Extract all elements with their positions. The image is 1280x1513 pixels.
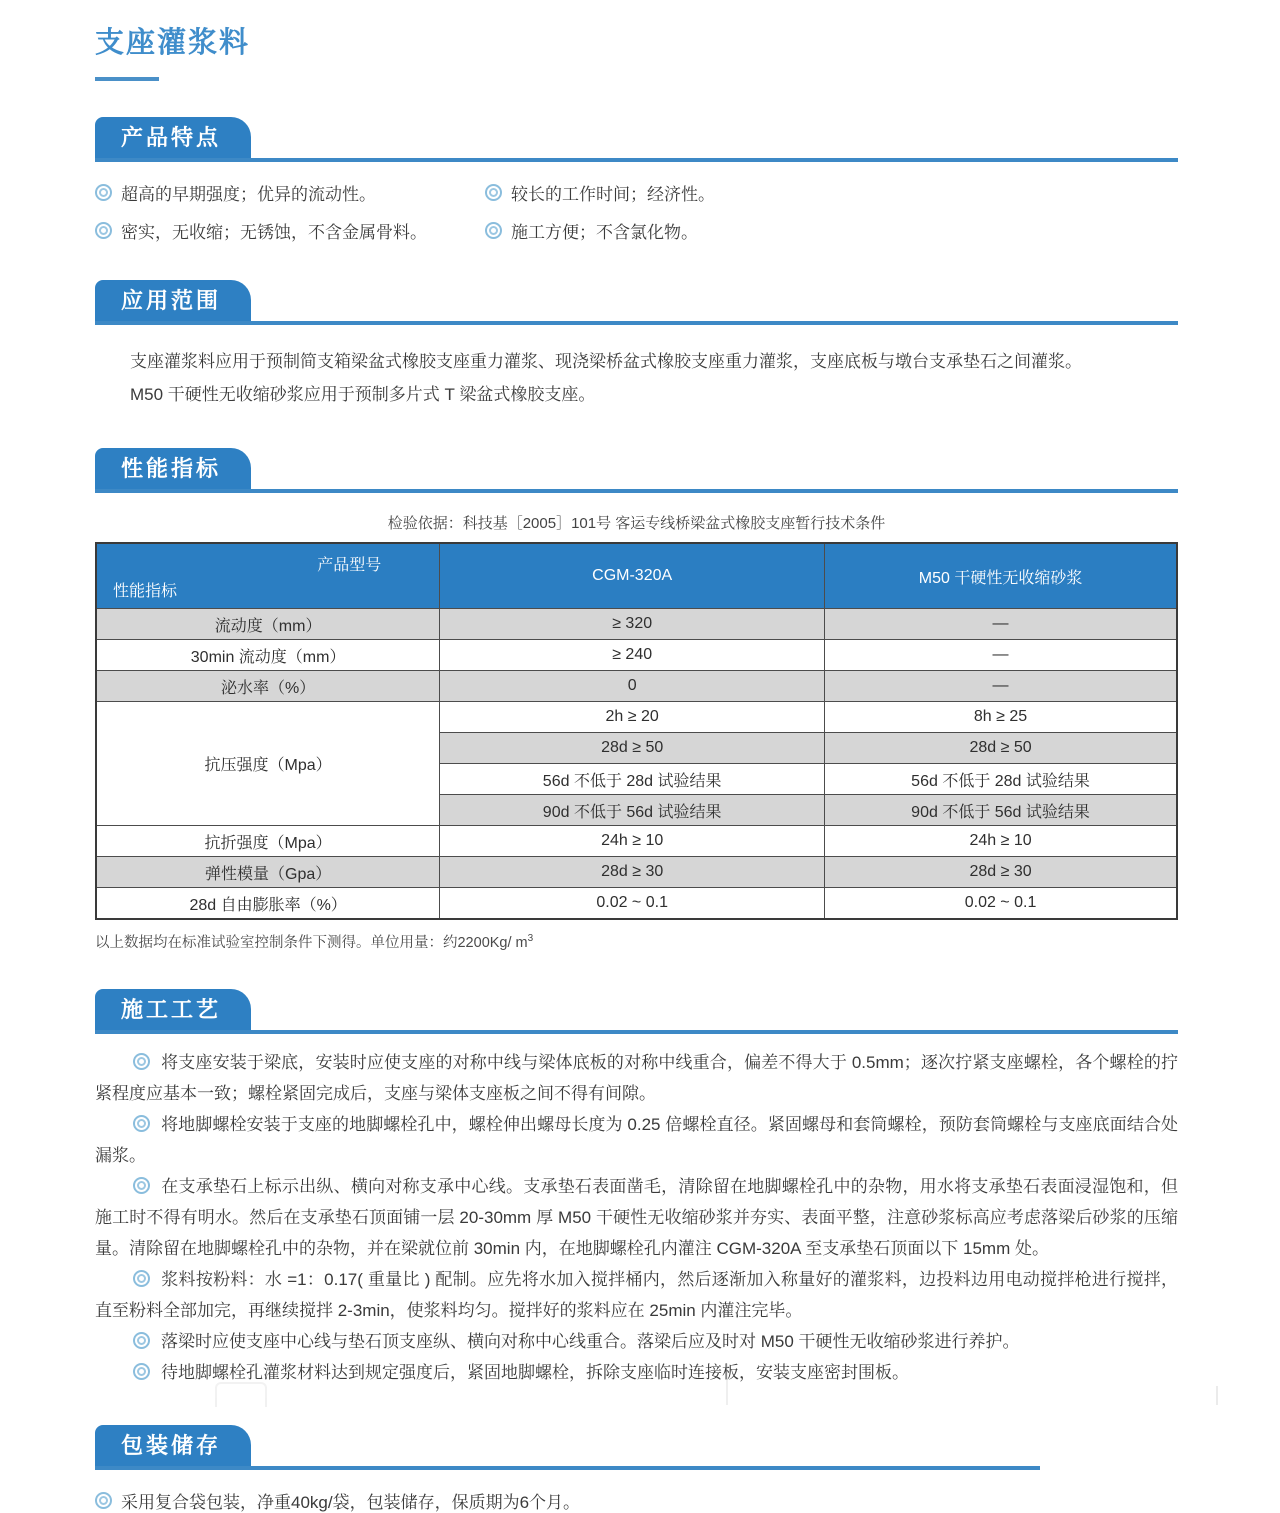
cell-m50: 28d ≥ 30	[825, 857, 1177, 888]
list-item	[485, 180, 715, 205]
feature-column-right	[485, 180, 715, 243]
cell-m50: —	[825, 609, 1177, 640]
cell-m50: 8h ≥ 25	[825, 702, 1177, 733]
list-item	[95, 180, 485, 205]
cell-m50: 24h ≥ 10	[825, 826, 1177, 857]
feature-column-left	[95, 180, 485, 243]
bullseye-icon	[133, 1332, 150, 1349]
table-row	[96, 888, 1177, 920]
watermark-bag-outline	[215, 1382, 267, 1407]
test-basis-note: 检验依据：科技基［2005］101号 客运专线桥梁盆式橡胶支座暂行技术条件	[387, 515, 886, 532]
table-row	[96, 857, 1177, 888]
table-row	[96, 826, 1177, 857]
table-row	[96, 671, 1177, 702]
bullseye-icon	[133, 1363, 150, 1380]
column-header-cgm: CGM-320A	[440, 543, 825, 609]
page-title: 支座灌浆料	[95, 27, 251, 59]
cell-cgm: 56d 不低于 28d 试验结果	[440, 764, 825, 795]
bullseye-icon	[95, 1492, 112, 1509]
bullseye-icon	[95, 222, 112, 239]
feature-list	[95, 180, 1178, 243]
section-header-rule	[95, 280, 1178, 325]
construction-step: 待地脚螺栓孔灌浆材料达到规定强度后，紧固地脚螺栓，拆除支座临时连接板，安装支座密封围板。	[95, 1357, 1178, 1388]
construction-step: 落梁时应使支座中心线与垫石顶支座纵、横向对称中心线重合。落梁后应及时对 M50 干硬性无收缩砂浆进行养护。	[95, 1326, 1178, 1357]
row-label: 流动度（mm）	[96, 609, 440, 640]
table-row	[96, 609, 1177, 640]
section-packaging-badge: 包装储存	[95, 1425, 251, 1466]
section-construction-badge: 施工工艺	[95, 989, 251, 1030]
table-row	[96, 640, 1177, 671]
section-performance	[95, 448, 1178, 952]
cell-cgm: ≥ 240	[440, 640, 825, 671]
table-row	[96, 702, 1177, 733]
section-application	[95, 280, 1178, 411]
cell-cgm: 24h ≥ 10	[440, 826, 825, 857]
construction-step: 在支承垫石上标示出纵、横向对称支承中心线。支承垫石表面凿毛，清除留在地脚螺栓孔中的杂物，用水将支承垫石表面浸湿饱和，但施工时不得有明水。然后在支承垫石顶面铺一层 20-30mm 厚 M50 干硬性无收缩砂浆并夯实、表面平整，注意砂浆标高应考虑落梁后砂浆的压缩量。清除留在地脚螺栓孔中的杂物，并在梁就位前 30min 内，在地脚螺栓孔内灌注 CGM-320A 至支承垫石顶面以下 15mm 处。	[95, 1177, 1178, 1258]
bullseye-icon	[133, 1115, 150, 1132]
application-text	[95, 345, 1178, 411]
diagonal-header-cell	[96, 543, 440, 609]
row-label-compressive: 抗压强度（Mpa）	[96, 702, 440, 826]
section-packaging	[95, 1425, 1178, 1513]
section-features	[95, 117, 1178, 243]
feature-text: 施工方便；不含氯化物。	[511, 223, 698, 242]
section-header-rule	[95, 989, 1178, 1034]
cell-m50: 90d 不低于 56d 试验结果	[825, 795, 1177, 826]
section-header-rule	[95, 448, 1178, 493]
packaging-text: 采用复合袋包装，净重40kg/袋，包装储存，保质期为6个月。	[121, 1493, 581, 1512]
superscript-3: 3	[527, 933, 534, 945]
feature-text: 密实，无收缩；无锈蚀，不含金属骨料。	[121, 223, 427, 242]
row-label: 30min 流动度（mm）	[96, 640, 440, 671]
bullseye-icon	[485, 222, 502, 239]
construction-step: 将地脚螺栓安装于支座的地脚螺栓孔中，螺栓伸出螺母长度为 0.25 倍螺栓直径。紧固螺母和套筒螺栓，预防套筒螺栓与支座底面结合处漏浆。	[95, 1115, 1178, 1165]
title-underline	[95, 77, 159, 81]
header-performance-index: 性能指标	[113, 583, 178, 600]
section-header-rule	[95, 117, 1178, 162]
bullseye-icon	[95, 184, 112, 201]
cell-m50: —	[825, 671, 1177, 702]
cell-cgm: 28d ≥ 30	[440, 857, 825, 888]
header-product-model: 产品型号	[317, 557, 382, 574]
cell-cgm: 28d ≥ 50	[440, 733, 825, 764]
construction-paragraphs	[95, 1047, 1178, 1388]
table-footnote: 以上数据均在标准试验室控制条件下测得。单位用量：约2200Kg/ $m^3$	[95, 933, 534, 951]
section-header-rule	[95, 1425, 1178, 1470]
construction-step: 将支座安装于梁底，安装时应使支座的对称中线与梁体底板的对称中线重合，偏差不得大于 0.5mm；逐次拧紧支座螺栓，各个螺栓的拧紧程度应基本一致；螺栓紧固完成后，支座与梁体支座板之间不得有间隙。	[95, 1053, 1178, 1103]
cell-cgm: 0.02 ~ 0.1	[440, 888, 825, 920]
bullseye-icon	[133, 1270, 150, 1287]
packaging-bullet	[95, 1488, 1178, 1513]
list-item	[95, 218, 485, 243]
table-header-row	[96, 543, 1177, 609]
section-features-badge: 产品特点	[95, 117, 251, 158]
cell-m50: 0.02 ~ 0.1	[825, 888, 1177, 920]
cell-cgm: 0	[440, 671, 825, 702]
section-application-badge: 应用范围	[95, 280, 251, 321]
construction-step: 浆料按粉料：水 =1：0.17( 重量比 ) 配制。应先将水加入搅拌桶内，然后逐渐加入称量好的灌浆料，边投料边用电动搅拌枪进行搅拌，直至粉料全部加完，再继续搅拌 2-3min，使浆料均匀。搅拌好的浆料应在 25min 内灌注完毕。	[95, 1270, 1178, 1320]
cell-m50: 56d 不低于 28d 试验结果	[825, 764, 1177, 795]
bullseye-icon	[133, 1053, 150, 1070]
cell-cgm: 2h ≥ 20	[440, 702, 825, 733]
row-label: 抗折强度（Mpa）	[96, 826, 440, 857]
application-line: 支座灌浆料应用于预制简支箱梁盆式橡胶支座重力灌浆、现浇梁桥盆式橡胶支座重力灌浆，支座底板与墩台支承垫石之间灌浆。	[130, 352, 1082, 371]
bullseye-icon	[133, 1177, 150, 1194]
bullseye-icon	[485, 184, 502, 201]
column-header-m50: M50 干硬性无收缩砂浆	[825, 543, 1177, 609]
watermark-line	[1216, 1386, 1218, 1405]
cell-cgm: 90d 不低于 56d 试验结果	[440, 795, 825, 826]
cell-m50: 28d ≥ 50	[825, 733, 1177, 764]
watermark-line	[726, 1364, 728, 1405]
section-construction	[95, 989, 1178, 1388]
application-line: M50 干硬性无收缩砂浆应用于预制多片式 T 梁盆式橡胶支座。	[130, 385, 596, 404]
list-item	[485, 218, 715, 243]
row-label: 泌水率（%）	[96, 671, 440, 702]
row-label: 弹性模量（Gpa）	[96, 857, 440, 888]
row-label: 28d 自由膨胀率（%）	[96, 888, 440, 920]
cell-m50: —	[825, 640, 1177, 671]
feature-text: 较长的工作时间；经济性。	[511, 185, 715, 204]
performance-table	[95, 542, 1178, 920]
section-performance-badge: 性能指标	[95, 448, 251, 489]
feature-text: 超高的早期强度；优异的流动性。	[121, 185, 376, 204]
cell-cgm: ≥ 320	[440, 609, 825, 640]
